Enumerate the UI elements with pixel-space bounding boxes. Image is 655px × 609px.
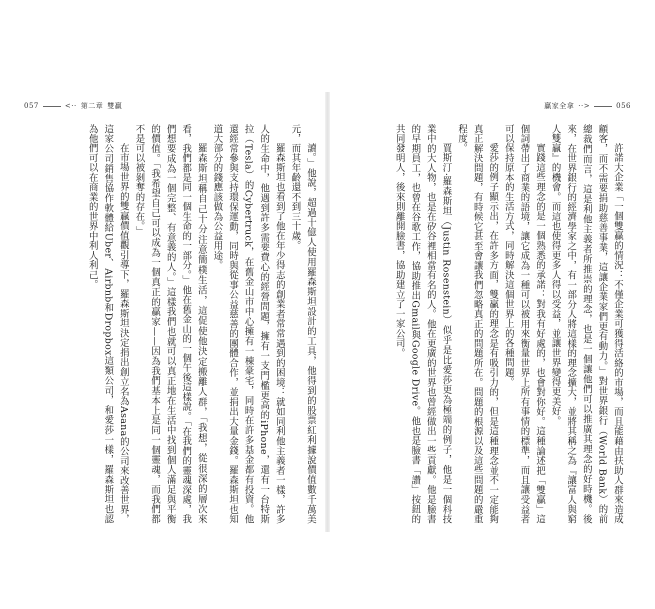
paragraph: 羅森斯坦也看到了他在年少得志的創業者常常遇到的困境：就如同利他主義者一樣，許多人的生命中，他遇到許多需要費心的經營問題，擁有一支門檻更高的iPhone，還有一台特斯拉（Tesla）的Cybertruck，在舊金山市中心擁有一棟豪宅，同時在許多基金都有投資。他還經常參與支持環保運動，同時與從事公益慈善的團體合作，並捐出大量金錢。羅森斯坦也知道大部分的錢應該做為公益用途。 — [211, 124, 285, 524]
left-page — [24, 92, 324, 532]
chapter-label: 第二章 — [80, 102, 104, 110]
paragraph: 在市場世界的雙贏價值觀引導下，羅森斯坦決定捐出創立名為Asana的公司來改善世界，這家公司銷售協作軟體給Uber、Airbnb和Dropbox這類公司，和愛莎一樣，羅森斯坦也認為他們可以在商業的世界中利人利己。 — [86, 124, 129, 524]
right-running-header — [544, 101, 631, 111]
right-page — [331, 92, 631, 532]
paragraph: 實踐這些理念的是一個熟悉的承諾：對我有好處的，也會對你好。這種論述把「雙贏」這個詞帶出了商業的語境，讓它成為一種可以被用來衡量世界上所有事情的標準，而且讓受益者可以保持原本的生活方式，同時解決這個世界上的各種問題。 — [502, 124, 546, 524]
left-body-text — [30, 124, 318, 524]
page-gutter — [325, 92, 330, 532]
chapter-title: 雙贏 — [107, 102, 123, 110]
right-page-number: 056 — [616, 102, 631, 110]
arrow-left-icon: <·· — [64, 102, 77, 110]
left-running-header — [24, 101, 122, 111]
header-rule — [594, 106, 612, 107]
paragraph: 賈斯汀·羅森斯坦（Justin Rosenstein）似乎是比愛莎更為極端的例子，他是一個科技業中的大人物，也是在矽谷裡相當有名的人。他在更廣的世界也曾經做出一些貢獻。他是臉書的早期員工，也曾在谷歌工作，協助推出Gmail與Google Drive。他也是臉書「讚」按鈕的共同發明人，後來則離開臉書，協助建立了一家公司。 — [393, 124, 452, 524]
paragraph: 愛莎的例子顯示出，在許多方面，雙贏的理念是有吸引力的，但是這種理念並不一定能夠真正解決問題，有時候它甚至會讓我們忽略真正的問題所在。問題的根源以及這些問題的嚴重程度。 — [456, 124, 499, 524]
right-body-text — [335, 124, 625, 524]
left-page-number: 057 — [24, 102, 39, 110]
arrow-right-icon: ··> — [578, 102, 591, 110]
section-title: 贏家全拿 — [544, 102, 575, 110]
header-rule — [43, 106, 61, 107]
paragraph: 讀。」他說，超過十億人使用羅森斯坦設計的工具，他得到的股票紅利據說價值數千萬美元，而其年齡還不到三十歲。 — [289, 124, 316, 524]
paragraph: 許諾大企業「一個雙贏的情況：不僅企業可獲得活絡的市場，而且能藉由扶助人群來造成顧客，而不需要捐助慈善事業，這讓企業家們更有動力。」對世界銀行（World Bank）的前總裁們而言，這是利他主義者所推崇的理念，也是一個讓他們可以推廣其理念的好時機。後來，在世界銀行的經濟學家之中，有一部分人將這樣的理念擴大，並將其稱之為『讓富人與窮人雙贏』的機會。而這也使得更多人得以受益，並讓世界變得更美好。 — [549, 124, 623, 524]
paragraph: 羅森斯坦稱自己十分注意簡樸生活，這促使他決定搬離人群，「我想，從很深的層次來看，我們都是同一個生命的一部分。」他在舊金山的一個午後這樣說。「在我們的靈魂深處，我們想要成為一個完整、有意義的人。」這樣我們也就可以真正地在生活中找到個人滿足與平衡的價值。「我希望自己可以成為一個真正的贏家——因為我們基本上是同一個靈魂，而我們都不是可以被剝奪的存在。」 — [133, 124, 207, 524]
